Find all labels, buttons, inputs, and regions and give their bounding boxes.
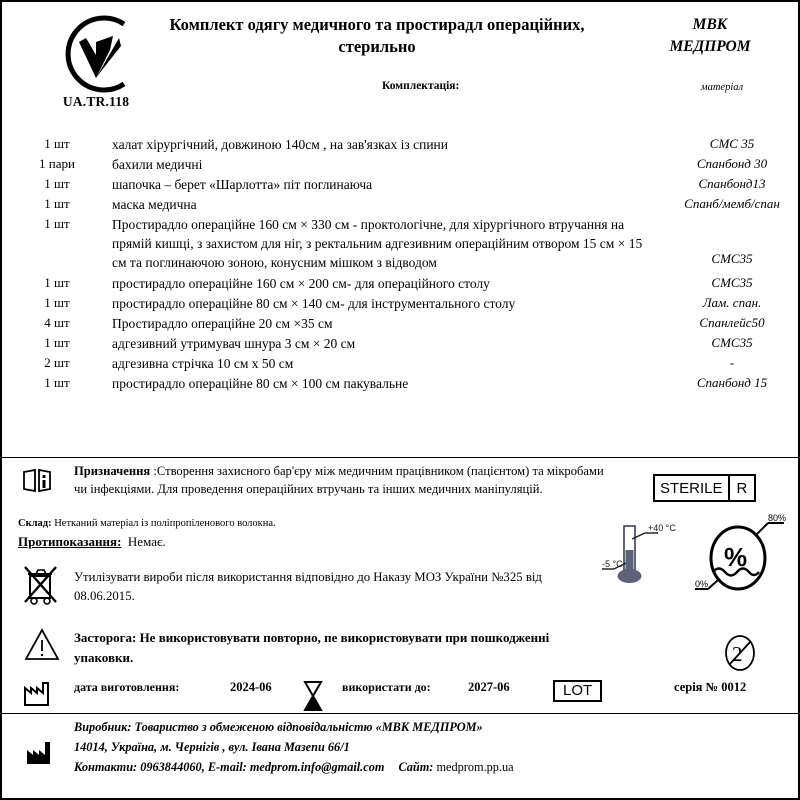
footer-divider — [2, 713, 800, 714]
brand-name — [630, 14, 790, 57]
contraindications-value: Немає. — [127, 534, 166, 549]
item-quantity: 1 шт — [44, 175, 70, 191]
manufacturer-factory-icon — [22, 680, 52, 713]
humidity-max-label: 80% — [768, 514, 787, 523]
table-row — [2, 273, 800, 293]
table-row — [2, 215, 800, 273]
item-description: простирадло операційне 80 см × 140 см- для інструментального столу — [112, 295, 516, 311]
item-quantity: 1 шт — [44, 335, 70, 351]
item-description: бахили медичні — [112, 156, 203, 172]
sterile-badge — [653, 474, 756, 502]
manufacture-date-label: дата виготовлення: — [74, 680, 180, 694]
contraindications-line — [18, 534, 166, 550]
item-description: маска медична — [112, 196, 197, 212]
table-row — [2, 174, 800, 194]
warning-label: Засторога: — [74, 630, 137, 645]
footer-line-1 — [74, 718, 514, 738]
item-quantity: 1 шт — [44, 375, 70, 391]
item-description: халат хірургічний, довжиною 140см , на зав'язках із спини — [112, 136, 448, 152]
table-row — [2, 134, 800, 154]
site-label: Сайт: — [398, 759, 434, 774]
table-row — [2, 194, 800, 214]
warning-text — [74, 628, 594, 667]
composition-value: Нетканий матеріал із поліпропіленового волокна. — [51, 518, 276, 529]
item-material: СМС35 — [711, 274, 753, 290]
use-by-label: використати до: — [342, 680, 431, 694]
manufacturer-factory-icon — [24, 740, 54, 771]
sterile-label: STERILE — [660, 479, 723, 497]
warning-body: Не використовувати повторно, пе використовувати при пошкодженні упаковки. — [74, 630, 550, 665]
item-material: Спанб/мемб/спан — [684, 195, 780, 211]
item-material: Лам. спан. — [702, 294, 762, 310]
title-line-2: стерильно — [338, 37, 416, 57]
humidity-min-label: 0% — [695, 579, 709, 589]
item-material: Спанбонд13 — [698, 175, 766, 191]
item-quantity: 1 шт — [44, 216, 70, 232]
lot-number-value: серія № 0012 — [674, 680, 747, 694]
use-by-hourglass-icon — [302, 680, 324, 717]
footer-line-2: 14014, Україна, м. Чернігів , вул. Івана Мазепи 66/1 — [74, 739, 350, 754]
manufacturer-label: Виробник: — [74, 720, 132, 734]
brand-line-1: МВК — [692, 16, 728, 33]
svg-text:2: 2 — [732, 642, 743, 666]
column-header-material: матеріал — [700, 82, 744, 93]
contacts-value: 0963844060, E-mail: medprom.info@gmail.com — [137, 759, 385, 774]
brand-line-2: МЕДПРОМ — [669, 37, 751, 55]
item-material: - — [729, 355, 735, 371]
use-by-value: 2027-06 — [468, 680, 510, 694]
table-row — [2, 313, 800, 333]
item-material: Спанбонд 15 — [696, 375, 768, 391]
composition-label: Склад: — [18, 518, 52, 529]
table-row — [2, 374, 800, 394]
temperature-limit-icon — [602, 520, 690, 595]
item-description: Простирадло операційне 20 см ×35 см — [112, 315, 333, 331]
item-quantity: 1 шт — [44, 195, 70, 211]
temp-min-label: -5 °C — [602, 559, 623, 569]
do-not-dispose-household-waste-icon — [22, 564, 60, 611]
item-material: Спанлейс50 — [699, 314, 765, 330]
item-quantity: 1 шт — [44, 135, 70, 151]
consult-instructions-icon — [22, 468, 52, 499]
label-header — [2, 2, 798, 109]
item-description: шапочка – берет «Шарлотта» піт поглинаюча — [112, 176, 373, 192]
footer-line-3 — [74, 758, 514, 778]
item-description: простирадло операційне 80 см × 100 см пакувальне — [112, 376, 409, 392]
manufacture-date-value: 2024-06 — [230, 680, 272, 694]
disposal-text: Утилізувати вироби після використання відповідно до Наказу МОЗ України №325 від 08.06.2015. — [74, 570, 542, 604]
column-header-contents: Комплектація: — [382, 80, 460, 92]
item-material: СМС35 — [711, 335, 753, 351]
table-column-headers — [2, 80, 800, 100]
purpose-text — [74, 462, 619, 499]
sterilization-method-label: R — [728, 476, 755, 500]
lot-symbol: LOT — [553, 680, 602, 702]
purpose-label: Призначення — [74, 464, 151, 478]
components-table — [2, 134, 800, 394]
title-line-1: Комплект одягу медичного та простирадл операційних, — [169, 15, 585, 34]
dates-row — [2, 680, 800, 712]
purpose-body: :Створення захисного бар'єру між медичним працівником (пацієнтом) та мікробами чи інфекціями. Для проведення операційних втручань та інших медичних маніпуляцій. — [74, 464, 604, 497]
table-row — [2, 154, 800, 174]
humidity-limit-icon — [694, 514, 790, 601]
do-not-reuse-icon — [720, 630, 760, 681]
composition-line — [18, 518, 276, 529]
page-title — [132, 14, 622, 59]
site-value: medprom.pp.ua — [433, 759, 514, 774]
item-material: СМС35 — [711, 251, 753, 267]
warning-triangle-icon — [24, 628, 60, 667]
item-quantity: 4 шт — [44, 314, 70, 330]
manufacturer-value: Товариство з обмеженою відповідальністю «МВК МЕДПРОМ» — [131, 720, 483, 734]
item-description: адгезивний утримувач шнура 3 см × 20 см — [112, 336, 356, 352]
item-quantity: 1 шт — [44, 294, 70, 310]
item-description: адгезивна стрічка 10 см х 50 см — [112, 356, 294, 372]
item-description: простирадло операційне 160 см × 200 см- для операційного столу — [112, 275, 490, 291]
item-description: Простирадло операційне 160 см × 330 см - проктологічне, для хірургічного втручання на прямій кишці, з захистом для ніг, з ректальним адгезивним операційним отвором 15 см × 15 см та поглинаючою зоною, конусним мішком з відводом — [112, 217, 643, 271]
item-material: Спанбонд 30 — [696, 155, 768, 171]
svg-text:%: % — [724, 542, 748, 572]
item-quantity: 1 пари — [39, 155, 75, 171]
table-row — [2, 354, 800, 374]
table-row — [2, 293, 800, 313]
item-quantity: 1 шт — [44, 274, 70, 290]
table-row — [2, 334, 800, 354]
item-quantity: 2 шт — [44, 355, 70, 371]
conformity-mark-code: UA.TR.118 — [62, 94, 130, 109]
item-material: СМС 35 — [709, 135, 755, 151]
section-divider — [2, 457, 800, 458]
contacts-label: Контакти: — [74, 759, 138, 774]
contraindications-label: Протипоказання: — [18, 534, 122, 549]
footer-text — [74, 718, 514, 778]
temp-max-label: +40 °C — [648, 523, 676, 533]
